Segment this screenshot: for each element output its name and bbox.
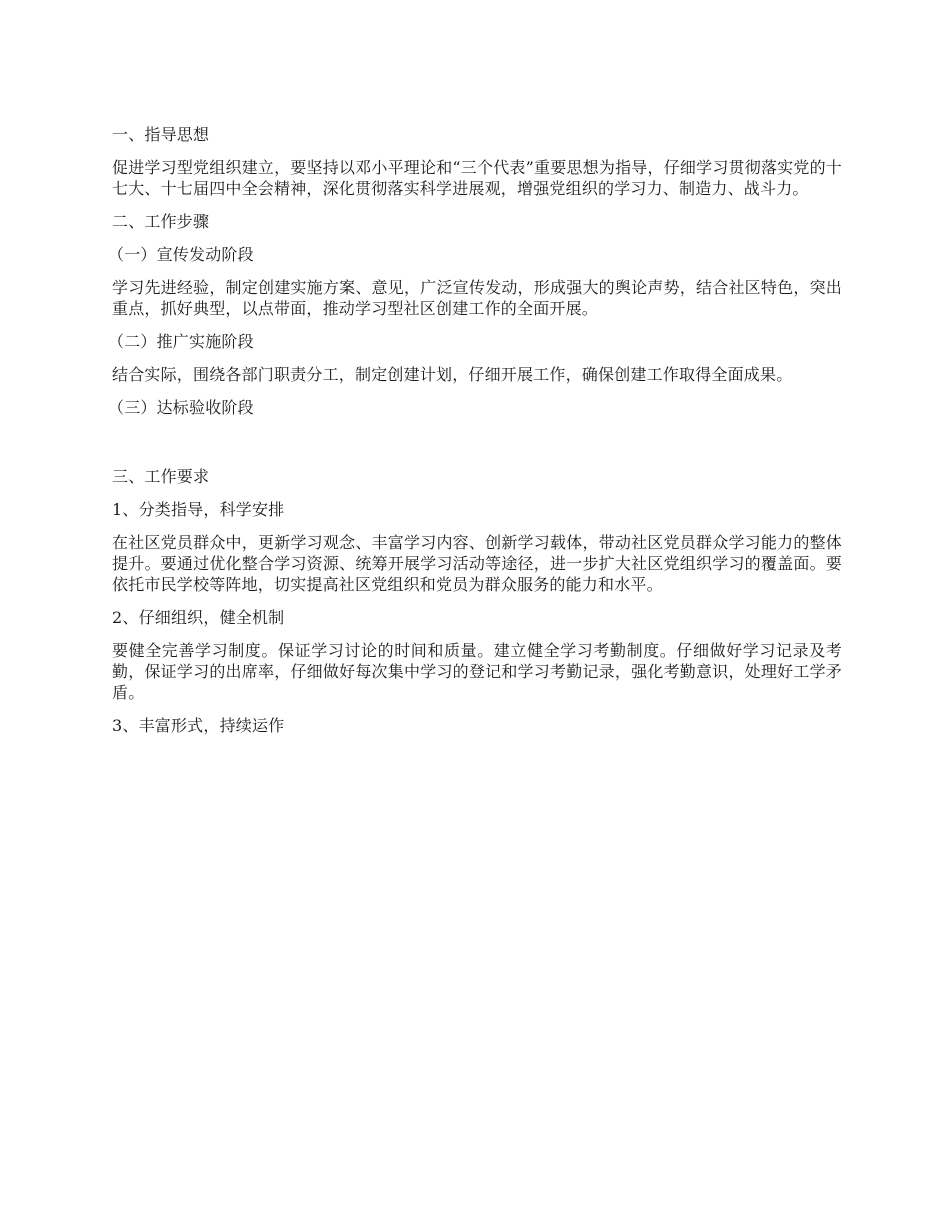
- item-body-careful-organization: 要健全完善学习制度。保证学习讨论的时间和质量。建立健全学习考勤制度。仔细做好学习记录及考勤，保证学习的出席率，仔细做好每次集中学习的登记和学习考勤记录，强化考勤意识，处理好工学矛盾。: [112, 641, 842, 702]
- item-heading-rich-forms: 3、丰富形式，持续运作: [112, 716, 285, 735]
- section-heading-guiding-ideology: 一、指导思想: [112, 125, 210, 144]
- item-heading-careful-organization: 2、仔细组织，健全机制: [112, 608, 285, 627]
- subsection-heading-acceptance: （三）达标验收阶段: [108, 398, 254, 417]
- subsection-heading-implementation: （二）推广实施阶段: [108, 332, 254, 351]
- subsection-body-publicity: 学习先进经验，制定创建实施方案、意见，广泛宣传发动，形成强大的舆论声势，结合社区特色，突出重点，抓好典型，以点带面，推动学习型社区创建工作的全面开展。: [112, 278, 842, 318]
- subsection-body-implementation: 结合实际，围绕各部门职责分工，制定创建计划，仔细开展工作，确保创建工作取得全面成果。: [112, 365, 793, 384]
- item-body-classified-guidance: 在社区党员群众中，更新学习观念、丰富学习内容、创新学习载体，带动社区党员群众学习能力的整体提升。要通过优化整合学习资源、统筹开展学习活动等途径，进一步扩大社区党组织学习的覆盖面。要依托市民学校等阵地，切实提高社区党组织和党员为群众服务的能力和水平。: [112, 533, 842, 594]
- item-heading-classified-guidance: 1、分类指导，科学安排: [112, 500, 285, 519]
- section-heading-work-steps: 二、工作步骤: [112, 212, 210, 231]
- section-body-guiding-ideology: 促进学习型党组织建立，要坚持以邓小平理论和“三个代表”重要思想为指导，仔细学习贯彻落实党的十七大、十七届四中全会精神，深化贯彻落实科学进展观，增强党组织的学习力、制造力、战斗力。: [112, 158, 842, 198]
- subsection-heading-publicity: （一）宣传发动阶段: [108, 245, 254, 264]
- section-heading-work-requirements: 三、工作要求: [112, 467, 210, 486]
- document-page: [108, 124, 842, 748]
